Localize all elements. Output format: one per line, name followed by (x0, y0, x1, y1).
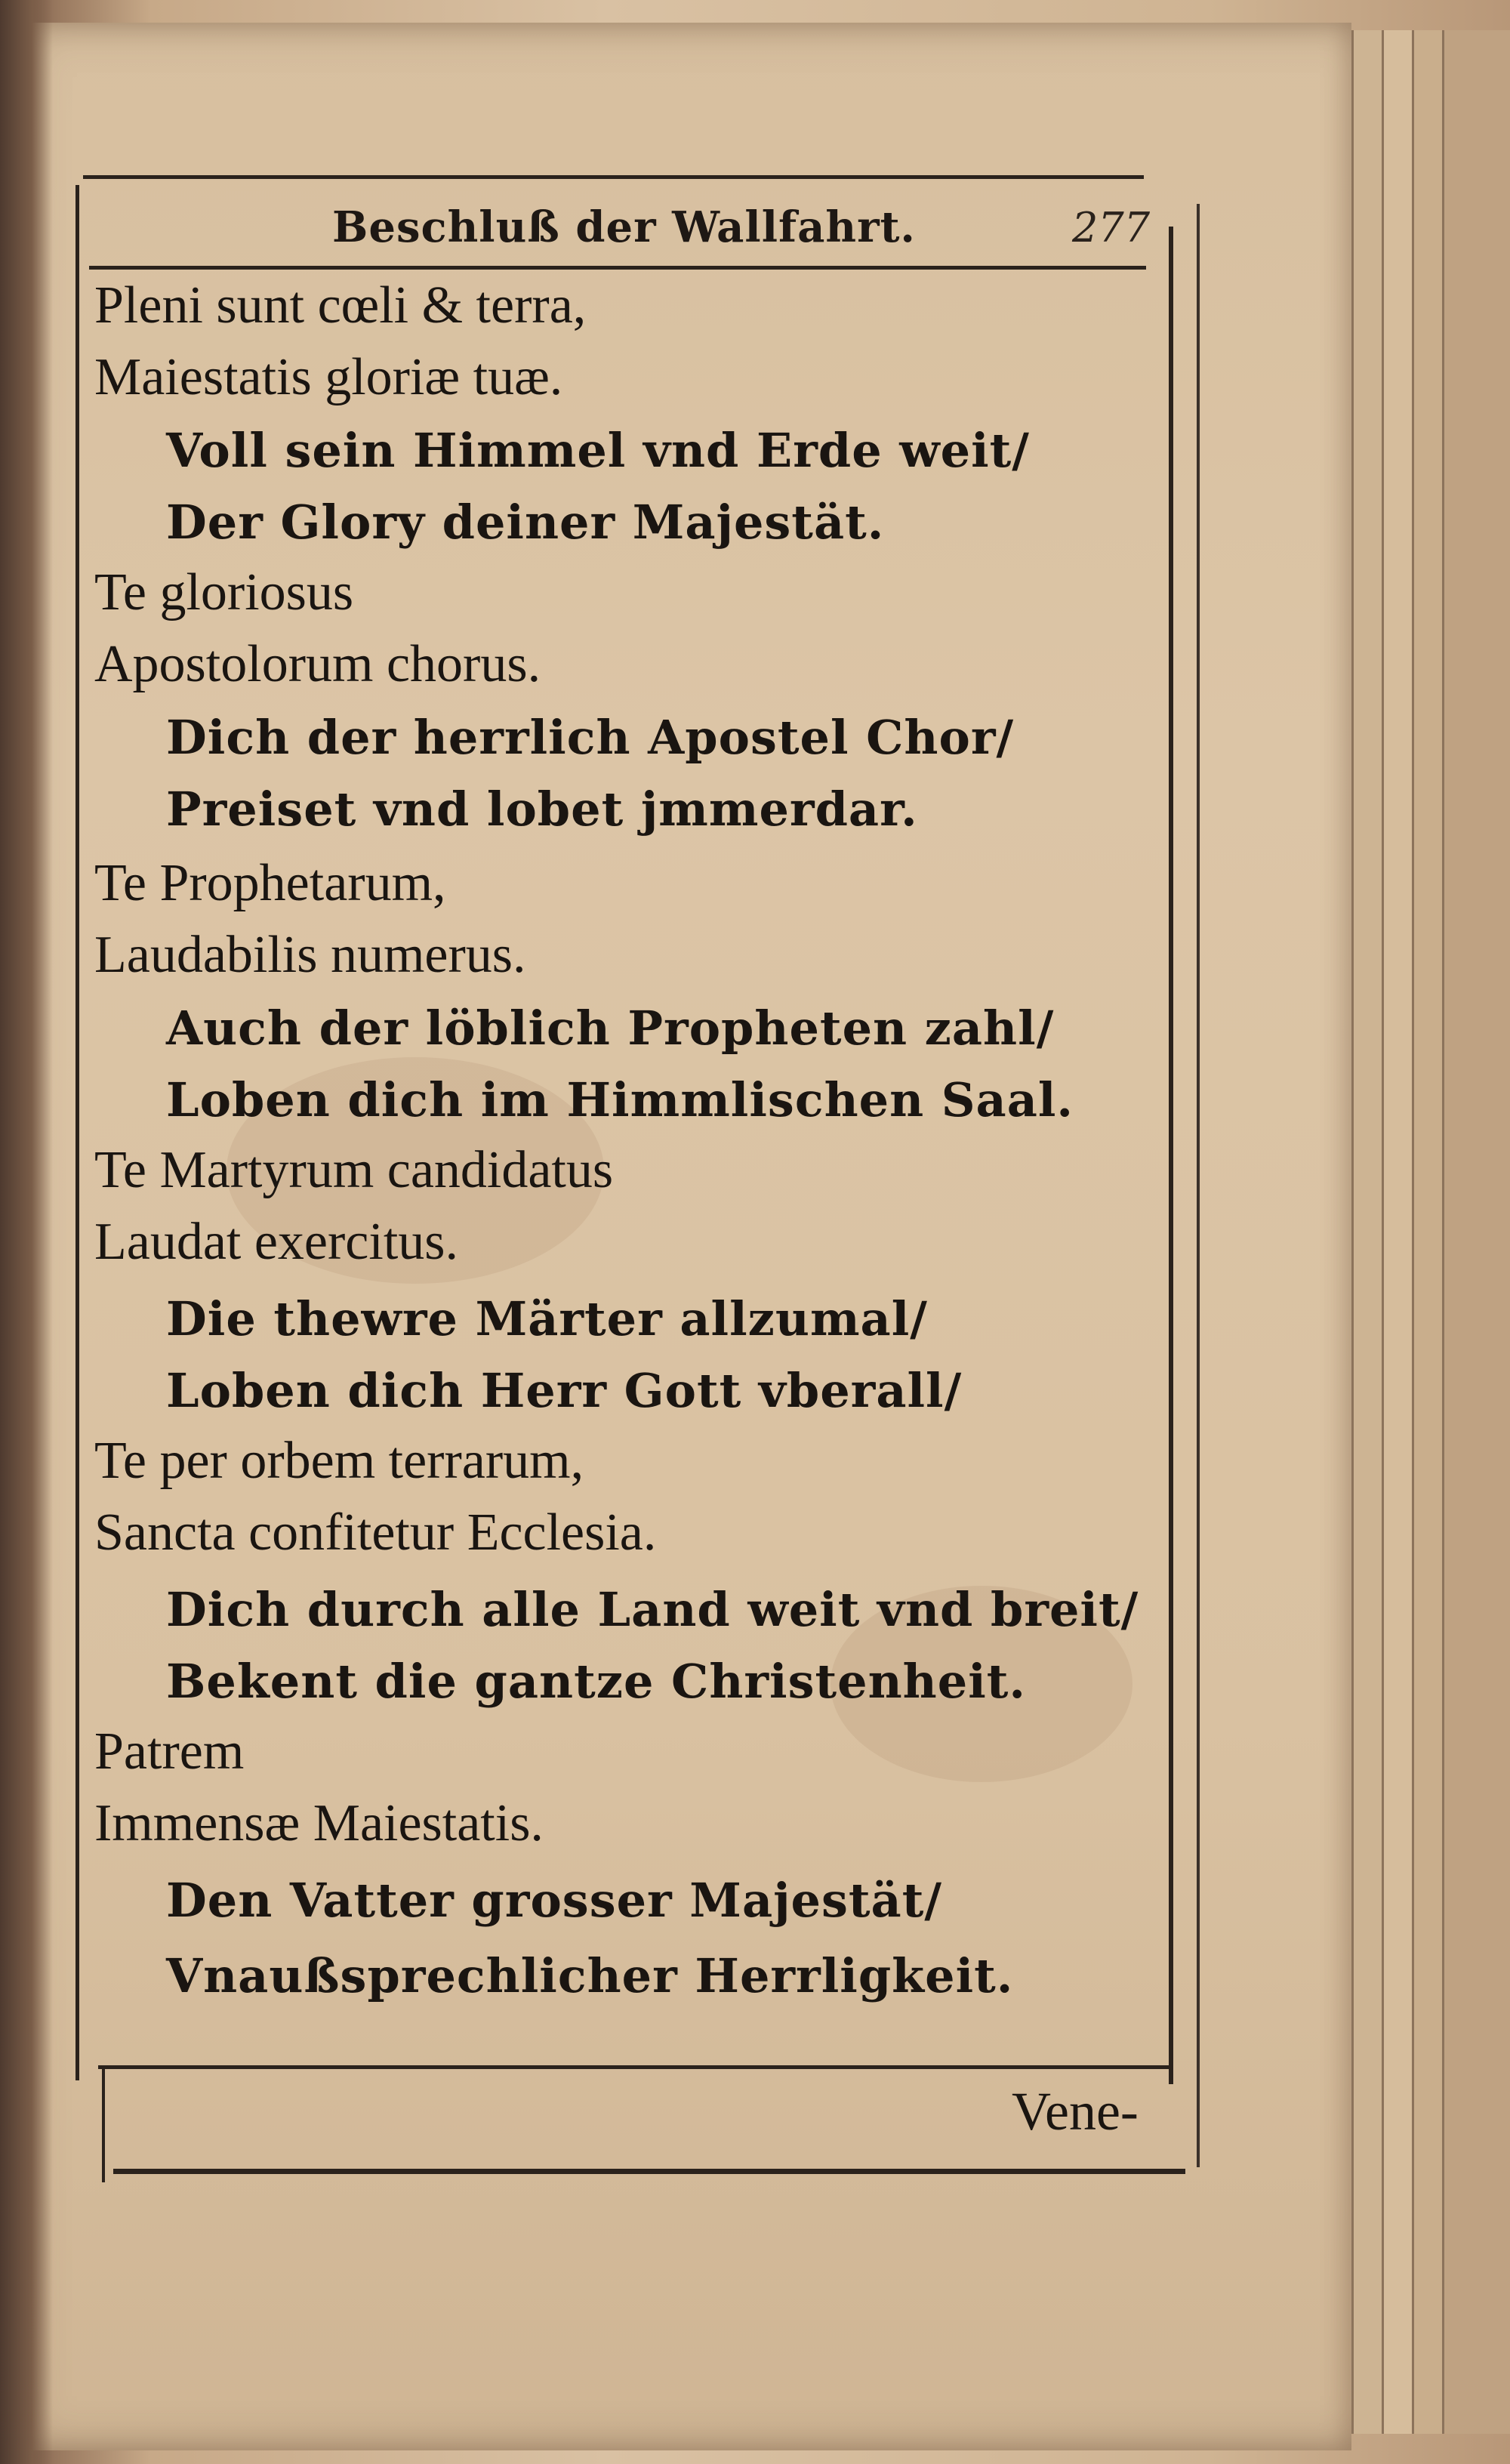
german-line: Loben dich Herr Gott vberall/ (166, 1363, 963, 1418)
latin-line: Maiestatis gloriæ tuæ. (94, 348, 563, 406)
latin-line: Laudabilis numerus. (94, 926, 526, 984)
frame-rule-bottom-left (102, 2069, 105, 2182)
german-line: Vnaußsprechlicher Herrligkeit. (166, 1948, 1014, 2003)
german-line: Die thewre Märter allzumal/ (166, 1291, 928, 1346)
frame-rule-top (83, 175, 1144, 179)
latin-line: Pleni sunt cœli & terra, (94, 276, 587, 335)
running-title: Beschluß der Wallfahrt. (332, 202, 916, 252)
frame-rule-left (76, 185, 79, 2080)
latin-line: Apostolorum chorus. (94, 635, 541, 693)
german-line: Den Vatter grosser Majestät/ (166, 1873, 942, 1928)
german-line: Loben dich im Himmlischen Saal. (166, 1072, 1074, 1127)
page-edge (1442, 30, 1510, 2434)
german-line: Auch der löblich Propheten zahl/ (166, 1001, 1055, 1056)
german-line: Der Glory deiner Majestät. (166, 495, 885, 550)
latin-line: Patrem (94, 1722, 245, 1781)
latin-line: Te gloriosus (94, 563, 354, 621)
german-line: Dich durch alle Land weit vnd breit/ (166, 1582, 1139, 1637)
german-line: Bekent die gantze Christenheit. (166, 1654, 1026, 1709)
page-number: 277 (1072, 204, 1151, 251)
latin-line: Laudat exercitus. (94, 1213, 459, 1271)
german-line: Dich der herrlich Apostel Chor/ (166, 710, 1015, 765)
german-line: Preiset vnd lobet jmmerdar. (166, 782, 918, 837)
latin-line: Te per orbem terrarum, (94, 1432, 584, 1490)
catchword: Vene- (1012, 2081, 1139, 2142)
frame-rule-right (1169, 227, 1173, 2084)
frame-rule-outer-right (1197, 204, 1200, 2167)
frame-rule-bottom-outer (113, 2169, 1185, 2174)
latin-line: Te Martyrum candidatus (94, 1141, 614, 1199)
frame-rule-header (89, 266, 1146, 270)
german-line: Voll sein Himmel vnd Erde weit/ (166, 423, 1030, 478)
latin-line: Immensæ Maiestatis. (94, 1794, 544, 1852)
latin-line: Te Prophetarum, (94, 854, 446, 912)
book-binding (0, 0, 53, 2464)
latin-line: Sancta confitetur Ecclesia. (94, 1503, 657, 1562)
frame-rule-bottom (98, 2065, 1170, 2069)
